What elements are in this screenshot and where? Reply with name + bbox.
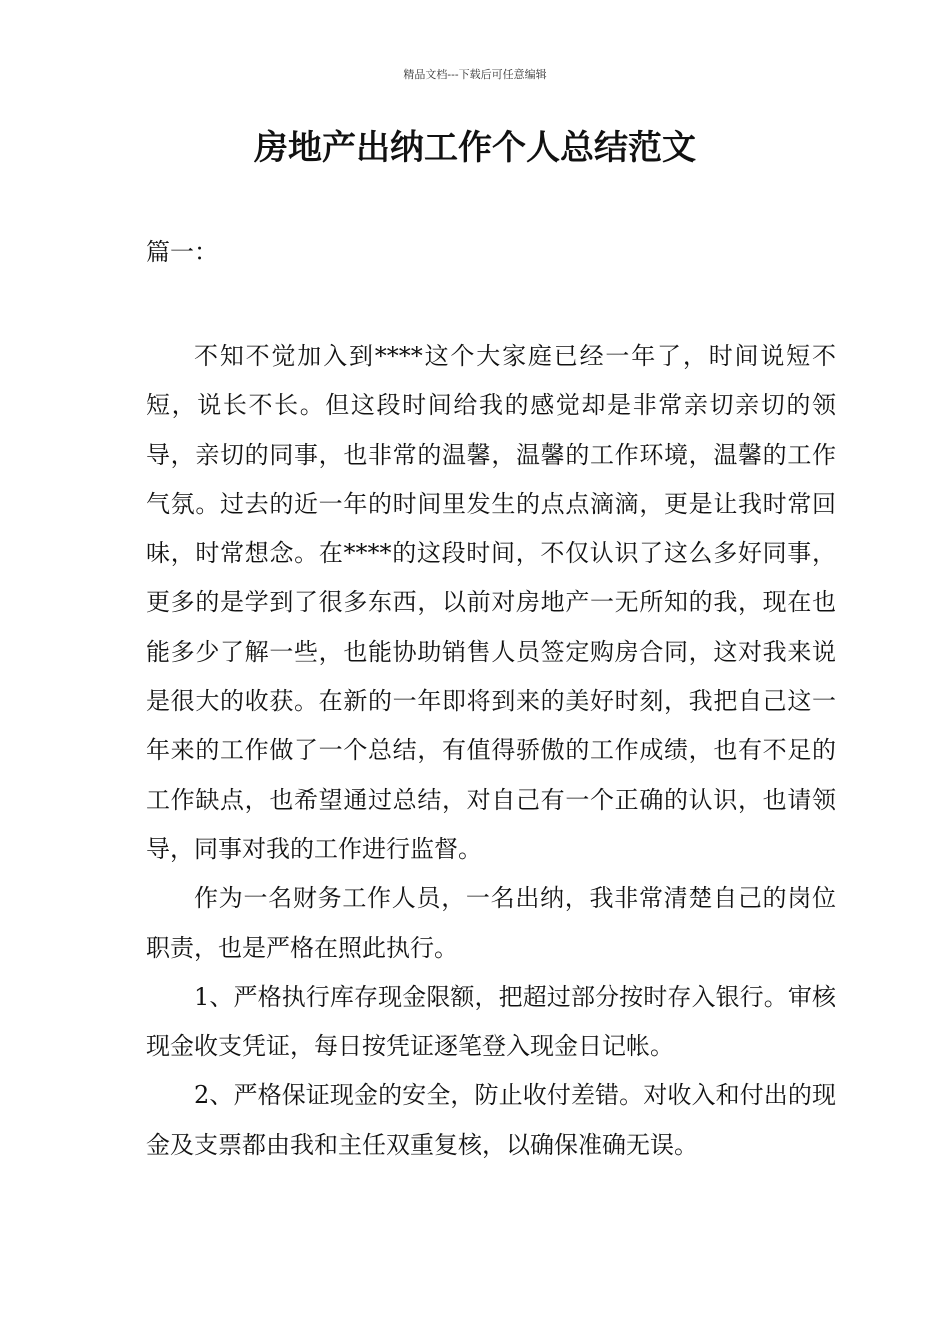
header-note: 精品文档---下载后可任意编辑 [403,68,547,81]
body-text [146,332,836,1170]
section-label: 篇一： [146,238,218,266]
paragraph: 不知不觉加入到****这个大家庭已经一年了，时间说短不短，说长不长。但这段时间给我的感觉却是非常亲切亲切的领导，亲切的同事，也非常的温馨，温馨的工作环境，温馨的工作气氛。过去的近一年的时间里发生的点点滴滴，更是让我时常回味，时常想念。在****的这段时间，不仅认识了这么多好同事，更多的是学到了很多东西，以前对房地产一无所知的我，现在也能多少了解一些，也能协助销售人员签定购房合同，这对我来说是很大的收获。在新的一年即将到来的美好时刻，我把自己这一年来的工作做了一个总结，有值得骄傲的工作成绩，也有不足的工作缺点，也希望通过总结，对自己有一个正确的认识，也请领导，同事对我的工作进行监督。 [146,342,836,863]
paragraph: 作为一名财务工作人员，一名出纳，我非常清楚自己的岗位职责，也是严格在照此执行。 [146,884,836,962]
document-title: 房地产出纳工作个人总结范文 [254,128,696,168]
paragraph: 1、严格执行库存现金限额，把超过部分按时存入银行。审核现金收支凭证，每日按凭证逐笔登入现金日记帐。 [146,982,836,1061]
paragraph: 2、严格保证现金的安全，防止收付差错。对收入和付出的现金及支票都由我和主任双重复核，以确保准确无误。 [146,1081,836,1159]
